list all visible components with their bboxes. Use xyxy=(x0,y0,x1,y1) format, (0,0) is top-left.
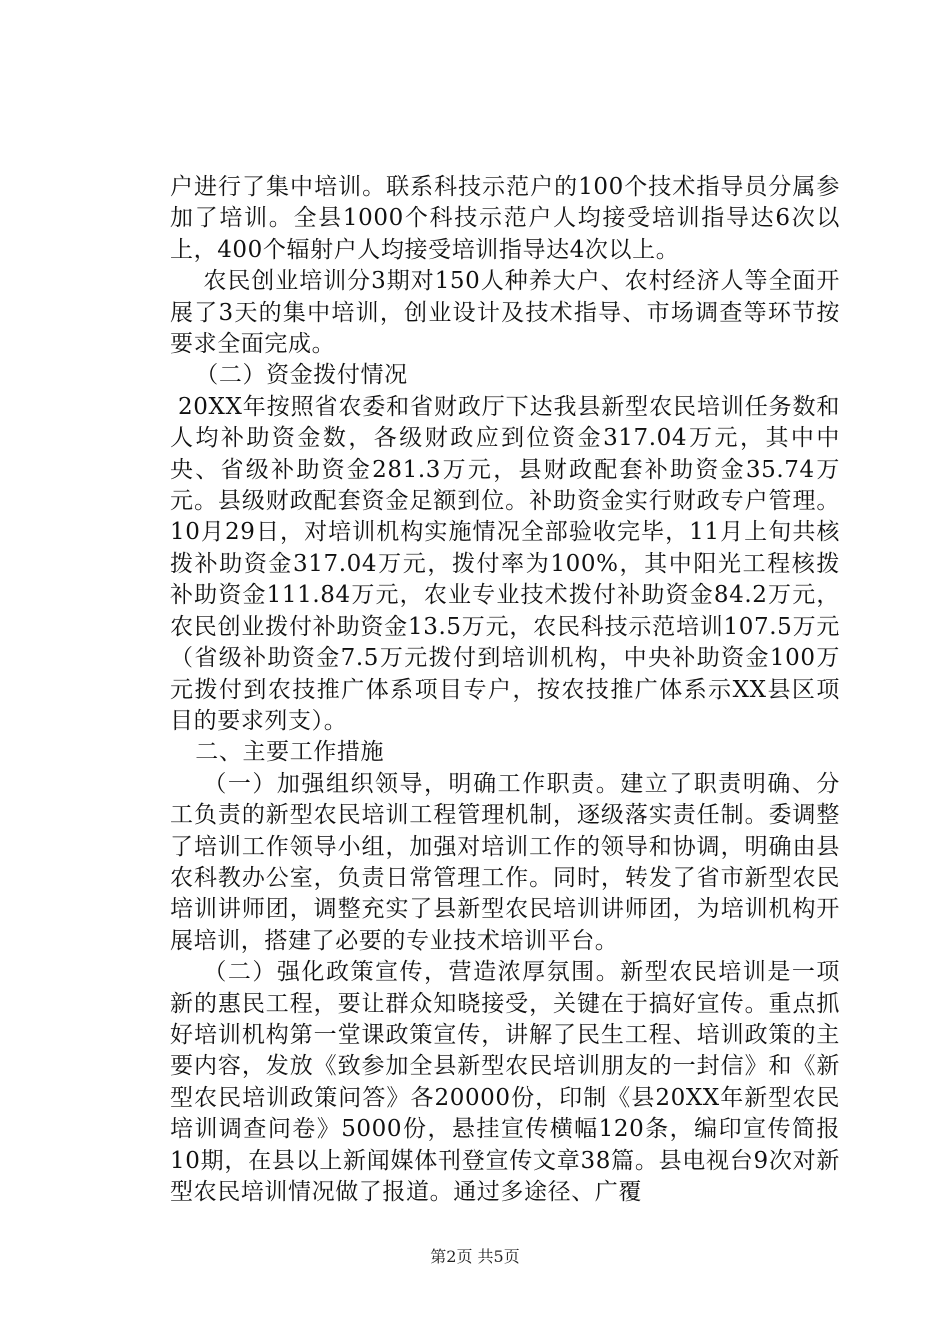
paragraph-fund-allocation: 20XX年按照省农委和省财政厅下达我县新型农民培训任务数和人均补助资金数，各级财政应到位资金317.04万元，其中中央、省级补助资金281.3万元，县财政配套补助资金35.74万元。县级财政配套资金足额到位。补助资金实行财政专户管理。10月29日，对培训机构实施情况全部验收完毕，11月上旬共核拨补助资金317.04万元，拨付率为100%，其中阳光工程核拨补助资金111.84万元，农业专业技术拨付补助资金84.2万元，农民创业拨付补助资金13.5万元，农民科技示范培训107.5万元（省级补助资金7.5万元拨付到培训机构，中央补助资金100万元拨付到农技推广体系项目专户，按农技推广体系示XX县区项目的要求列支）。 xyxy=(170,393,840,734)
section-heading-main-measures: 二、主要工作措施 xyxy=(195,739,385,766)
paragraph-policy-publicity: （二）强化政策宣传，营造浓厚氛围。新型农民培训是一项新的惠民工程，要让群众知晓接受，关键在于搞好宣传。重点抓好培训机构第一堂课政策宣传，讲解了民生工程、培训政策的主要内容，发放《致参加全县新型农民培训朋友的一封信》和《新型农民培训政策问答》各20000份，印制《县20XX年新型农民培训调查问卷》5000份，悬挂宣传横幅120条，编印宣传简报10期，在县以上新闻媒体刊登宣传文章38篇。县电视台9次对新型农民培训情况做了报道。通过多途径、广覆 xyxy=(170,959,840,1205)
paragraph-continued-training: 户进行了集中培训。联系科技示范户的100个技术指导员分属参加了培训。全县1000个科技示范户人均接受培训指导达6次以上，400个辐射户人均接受培训指导达4次以上。 xyxy=(170,174,840,263)
page-number-footer: 第2页 共5页 xyxy=(430,1247,520,1266)
paragraph-entrepreneur-training: 农民创业培训分3期对150人种养大户、农村经济人等全面开展了3天的集中培训，创业设计及技术指导、市场调查等环节按要求全面完成。 xyxy=(170,268,840,358)
document-body xyxy=(170,172,840,1208)
section-heading-fund-allocation: （二）资金拨付情况 xyxy=(195,362,408,389)
paragraph-organization-leadership: （一）加强组织领导，明确工作职责。建立了职责明确、分工负责的新型农民培训工程管理机制，逐级落实责任制。委调整了培训工作领导小组，加强对培训工作的领导和协调，明确由县农科教办公室，负责日常管理工作。同时，转发了省市新型农民培训讲师团，调整充实了县新型农民培训讲师团，为培训机构开展培训，搭建了必要的专业技术培训平台。 xyxy=(170,770,840,954)
